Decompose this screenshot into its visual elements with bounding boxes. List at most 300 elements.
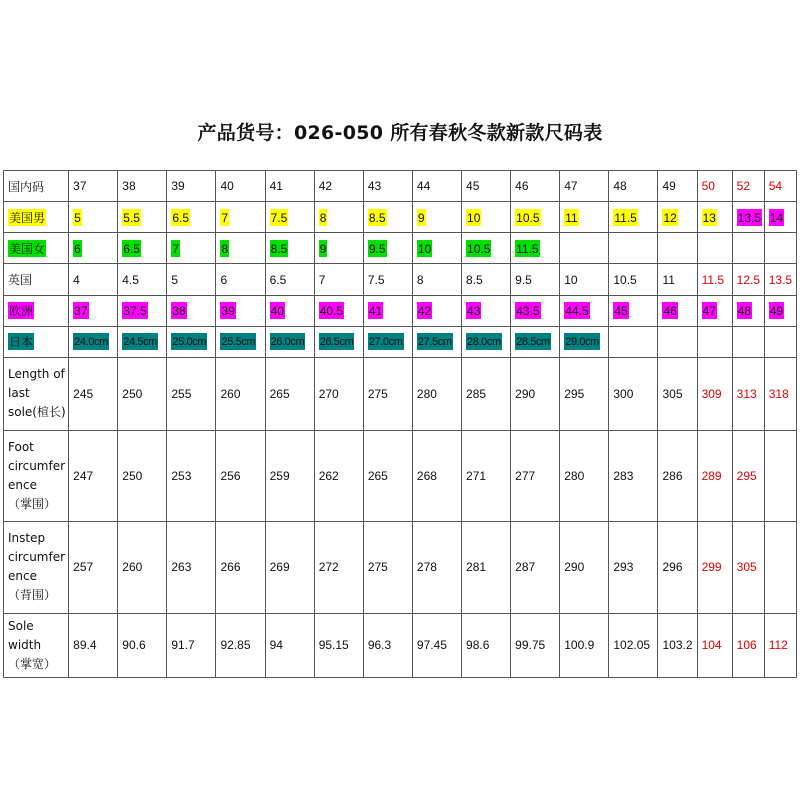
size-value: 96.3 (367, 638, 392, 653)
size-value: 8 (416, 272, 424, 287)
size-value: 91.7 (171, 638, 195, 653)
size-cell (697, 326, 732, 357)
size-cell (314, 613, 363, 678)
size-cell (265, 171, 314, 202)
size-value: 8 (319, 210, 327, 225)
size-cell (732, 202, 764, 233)
size-value: 263 (171, 560, 192, 575)
size-value: 42 (417, 304, 432, 319)
size-value: 245 (73, 386, 94, 401)
row-label-line: Sole (8, 618, 34, 633)
size-cell (69, 522, 118, 613)
size-cell (560, 295, 609, 326)
size-value: 10 (564, 272, 578, 287)
size-cell (167, 233, 216, 264)
size-cell (511, 171, 560, 202)
size-cell (511, 295, 560, 326)
size-value: 46 (663, 304, 677, 319)
size-cell (511, 233, 560, 264)
size-cell (412, 357, 461, 430)
size-value: 7 (318, 272, 326, 287)
size-cell (560, 264, 609, 295)
size-value: 250 (122, 468, 143, 483)
size-value: 26.0cm (270, 333, 306, 350)
size-cell (609, 357, 658, 430)
size-value: 278 (416, 560, 437, 575)
row-label (4, 202, 69, 233)
size-value: 6 (74, 241, 81, 256)
size-cell (363, 202, 412, 233)
size-row-foot-circumference (4, 430, 797, 521)
size-cell (697, 264, 732, 295)
size-cell (764, 522, 796, 613)
size-cell (609, 613, 658, 678)
size-cell (216, 430, 265, 521)
size-cell (511, 264, 560, 295)
size-value: 285 (466, 386, 487, 401)
size-value: 11 (662, 272, 675, 287)
size-cell (462, 522, 511, 613)
size-value: 6.5 (123, 241, 140, 256)
size-cell (167, 613, 216, 678)
size-cell (363, 357, 412, 430)
size-value: 44.5 (565, 304, 589, 319)
size-cell (609, 430, 658, 521)
row-label-line: last (8, 386, 30, 401)
size-cell (609, 326, 658, 357)
row-label-text: 英国 (8, 273, 33, 288)
size-cell (118, 613, 167, 678)
size-cell (265, 522, 314, 613)
size-cell (167, 264, 216, 295)
size-value: 38 (172, 304, 186, 319)
size-cell (658, 171, 697, 202)
size-value: 10 (467, 210, 481, 225)
size-cell (167, 522, 216, 613)
size-value: 52 (736, 179, 750, 194)
size-cell (216, 522, 265, 613)
size-cell (265, 430, 314, 521)
size-cell (511, 202, 560, 233)
size-value: 41 (368, 304, 383, 319)
size-row-sole-width (4, 613, 797, 678)
size-cell (265, 295, 314, 326)
size-cell (412, 233, 461, 264)
size-cell (462, 430, 511, 521)
size-cell (732, 613, 764, 678)
row-label-text: 美国男 (9, 210, 46, 225)
size-cell (560, 326, 609, 357)
size-value: 95.15 (318, 638, 349, 653)
row-label (4, 171, 69, 202)
size-row-cn (4, 171, 797, 202)
row-label-text: 美国女 (9, 241, 46, 256)
row-label (4, 613, 69, 678)
size-value: 100.9 (564, 638, 595, 653)
size-value: 10.5 (516, 210, 540, 225)
row-label-text: 欧洲 (9, 304, 34, 319)
row-label (4, 357, 69, 430)
size-cell (609, 202, 658, 233)
size-value: 257 (73, 560, 94, 575)
size-cell (732, 233, 764, 264)
size-value: 286 (662, 468, 683, 483)
size-cell (118, 233, 167, 264)
row-label-line: （掌宽） (8, 656, 57, 671)
size-value: 13.5 (737, 210, 761, 225)
row-label-text: 国内码 (8, 179, 45, 194)
size-value: 13.5 (768, 272, 793, 287)
size-value: 103.2 (662, 638, 693, 653)
size-cell (609, 295, 658, 326)
size-cell (764, 295, 796, 326)
size-cell (609, 522, 658, 613)
size-cell (462, 326, 511, 357)
size-row-us-men (4, 202, 797, 233)
size-value: 39 (171, 179, 185, 194)
size-cell (118, 202, 167, 233)
size-cell (363, 326, 412, 357)
size-cell (511, 326, 560, 357)
size-value: 4.5 (122, 272, 139, 287)
size-value: 54 (768, 179, 783, 194)
size-cell (314, 357, 363, 430)
size-cell (363, 522, 412, 613)
size-cell (732, 357, 764, 430)
size-cell (412, 202, 461, 233)
size-cell (462, 202, 511, 233)
size-cell (363, 233, 412, 264)
row-label-line: Foot (8, 439, 34, 454)
size-value: 24.5cm (122, 333, 158, 350)
row-label-line: （掌围） (8, 496, 57, 511)
size-cell (69, 264, 118, 295)
size-value: 99.75 (515, 638, 546, 653)
size-cell (764, 326, 796, 357)
row-label-text: 日本 (9, 335, 34, 350)
size-value: 9 (319, 241, 327, 256)
size-value: 47 (564, 179, 578, 194)
size-cell (658, 233, 697, 264)
size-cell (167, 357, 216, 430)
size-cell (216, 171, 265, 202)
size-value: 275 (367, 386, 388, 401)
size-row-jp (4, 326, 797, 357)
size-value: 283 (613, 468, 634, 483)
size-cell (764, 613, 796, 678)
size-cell (265, 202, 314, 233)
size-cell (511, 357, 560, 430)
size-value: 49 (769, 304, 784, 319)
size-value: 38 (122, 179, 136, 194)
size-value: 42 (318, 179, 333, 194)
size-value: 37 (73, 179, 87, 194)
row-label-line: （背围） (8, 588, 57, 603)
size-row-us-women (4, 233, 797, 264)
size-cell (265, 326, 314, 357)
size-cell (265, 613, 314, 678)
size-cell (412, 295, 461, 326)
size-cell (69, 202, 118, 233)
size-cell (314, 430, 363, 521)
size-cell (658, 522, 697, 613)
size-cell (658, 295, 697, 326)
row-label-line: width (8, 637, 42, 652)
size-cell (658, 430, 697, 521)
size-cell (412, 430, 461, 521)
size-value: 268 (416, 468, 437, 483)
size-value: 250 (122, 386, 143, 401)
size-value: 318 (768, 386, 789, 401)
size-value: 9.5 (368, 241, 386, 256)
size-value: 272 (318, 560, 339, 575)
size-row-instep-circumference (4, 522, 797, 613)
size-cell (560, 613, 609, 678)
size-cell (314, 233, 363, 264)
size-value: 9 (417, 210, 425, 225)
size-value: 40 (270, 304, 284, 319)
size-cell (167, 171, 216, 202)
size-cell (732, 522, 764, 613)
size-value: 10.5 (613, 272, 637, 287)
size-cell (462, 295, 511, 326)
size-cell (167, 430, 216, 521)
size-value: 94 (269, 638, 283, 653)
size-cell (511, 430, 560, 521)
size-cell (658, 613, 697, 678)
size-value: 262 (318, 468, 339, 483)
size-cell (560, 233, 609, 264)
size-cell (462, 233, 511, 264)
size-value: 280 (564, 468, 585, 483)
size-row-eu (4, 295, 797, 326)
size-cell (118, 522, 167, 613)
size-cell (462, 171, 511, 202)
size-value: 106 (736, 638, 757, 653)
size-value: 102.05 (613, 638, 651, 653)
size-value: 27.0cm (368, 333, 404, 350)
size-cell (462, 613, 511, 678)
size-cell (412, 613, 461, 678)
size-value: 40 (220, 179, 234, 194)
size-cell (697, 522, 732, 613)
size-cell (118, 264, 167, 295)
size-cell (69, 430, 118, 521)
size-cell (658, 326, 697, 357)
size-cell (69, 357, 118, 430)
size-value: 6 (220, 272, 228, 287)
size-value: 90.6 (122, 638, 146, 653)
size-cell (732, 326, 764, 357)
size-cell (462, 357, 511, 430)
size-cell (560, 202, 609, 233)
size-cell (216, 326, 265, 357)
size-cell (363, 430, 412, 521)
size-value: 14 (769, 210, 784, 225)
size-value: 98.6 (466, 638, 490, 653)
size-value: 89.4 (73, 638, 97, 653)
size-cell (609, 171, 658, 202)
size-cell (697, 357, 732, 430)
size-value: 295 (736, 468, 757, 483)
size-cell (697, 202, 732, 233)
size-cell (265, 233, 314, 264)
size-chart-body (4, 171, 797, 678)
size-value: 112 (768, 638, 788, 653)
size-value: 8.5 (466, 272, 483, 287)
size-value: 45 (466, 179, 480, 194)
size-value: 13 (702, 210, 716, 225)
size-value: 39 (221, 304, 235, 319)
size-cell (732, 430, 764, 521)
size-value: 46 (515, 179, 529, 194)
size-value: 49 (662, 179, 676, 194)
size-value: 8.5 (368, 210, 386, 225)
size-cell (314, 264, 363, 295)
size-value: 7.5 (367, 272, 385, 287)
size-value: 289 (701, 468, 722, 483)
size-cell (732, 264, 764, 295)
size-value: 5.5 (123, 210, 140, 225)
size-cell (764, 202, 796, 233)
size-cell (363, 613, 412, 678)
size-value: 43.5 (516, 304, 540, 319)
size-value: 29.0cm (564, 333, 600, 350)
size-cell (216, 357, 265, 430)
size-cell (363, 264, 412, 295)
size-cell (511, 613, 560, 678)
size-value: 305 (736, 560, 757, 575)
size-value: 260 (220, 386, 241, 401)
size-value: 275 (367, 560, 388, 575)
size-value: 277 (515, 468, 536, 483)
size-value: 5 (171, 272, 179, 287)
size-value: 11.5 (516, 241, 539, 256)
size-value: 12 (663, 210, 677, 225)
size-value: 92.85 (220, 638, 251, 653)
size-chart-table (3, 170, 797, 678)
size-cell (412, 522, 461, 613)
row-label-line: Length of (8, 367, 65, 382)
row-label (4, 295, 69, 326)
size-value: 295 (564, 386, 585, 401)
size-value: 255 (171, 386, 192, 401)
size-cell (732, 295, 764, 326)
size-value: 280 (416, 386, 437, 401)
size-value: 37 (74, 304, 88, 319)
size-value: 265 (269, 386, 290, 401)
size-value: 313 (736, 386, 757, 401)
size-value: 9.5 (515, 272, 532, 287)
size-value: 299 (701, 560, 722, 575)
size-cell (609, 264, 658, 295)
size-cell (732, 171, 764, 202)
size-cell (118, 295, 167, 326)
size-value: 11.5 (701, 272, 725, 287)
size-cell (314, 202, 363, 233)
size-cell (412, 264, 461, 295)
size-value: 43 (467, 304, 481, 319)
size-value: 48 (737, 304, 751, 319)
size-cell (314, 171, 363, 202)
size-value: 10.5 (467, 241, 491, 256)
size-cell (69, 233, 118, 264)
row-label-line: Instep (8, 531, 46, 546)
size-cell (69, 613, 118, 678)
size-cell (167, 295, 216, 326)
size-cell (69, 295, 118, 326)
size-value: 45 (614, 304, 628, 319)
size-value: 28.5cm (515, 333, 551, 350)
size-cell (216, 613, 265, 678)
size-value: 44 (416, 179, 431, 194)
size-value: 4 (73, 272, 80, 287)
size-value: 6.5 (172, 210, 190, 225)
size-value: 253 (171, 468, 192, 483)
size-value: 27.5cm (417, 333, 453, 350)
size-cell (216, 202, 265, 233)
size-cell (764, 233, 796, 264)
size-cell (265, 357, 314, 430)
size-value: 281 (466, 560, 487, 575)
size-cell (697, 171, 732, 202)
size-value: 305 (662, 386, 683, 401)
row-label-line: ence (8, 477, 37, 492)
size-cell (560, 430, 609, 521)
size-value: 271 (466, 468, 487, 483)
row-label-line: circumfer (8, 458, 66, 473)
row-label-line: circumfer (8, 550, 66, 565)
size-cell (216, 233, 265, 264)
size-value: 97.45 (416, 638, 447, 653)
size-value: 10 (417, 241, 432, 256)
size-value: 260 (122, 560, 143, 575)
size-value: 11 (565, 210, 578, 225)
size-cell (216, 264, 265, 295)
size-value: 40.5 (319, 304, 344, 319)
row-label-line: ence (8, 569, 37, 584)
size-cell (560, 357, 609, 430)
size-cell (412, 171, 461, 202)
size-value: 50 (701, 179, 715, 194)
size-row-last-length (4, 357, 797, 430)
row-label-line: sole(楦长) (8, 405, 66, 420)
row-label (4, 326, 69, 357)
size-cell (118, 171, 167, 202)
size-cell (560, 522, 609, 613)
size-cell (69, 326, 118, 357)
size-cell (216, 295, 265, 326)
size-cell (412, 326, 461, 357)
size-cell (764, 430, 796, 521)
size-cell (462, 264, 511, 295)
size-value: 296 (662, 560, 683, 575)
size-value: 104 (701, 638, 722, 653)
size-value: 41 (269, 179, 283, 194)
size-value: 25.0cm (171, 333, 207, 350)
size-cell (658, 202, 697, 233)
size-value: 25.5cm (220, 333, 256, 350)
size-cell (314, 295, 363, 326)
size-value: 269 (269, 560, 290, 575)
size-cell (609, 233, 658, 264)
row-label (4, 233, 69, 264)
size-value: 265 (367, 468, 388, 483)
size-value: 7 (221, 210, 229, 225)
size-value: 5 (74, 210, 81, 225)
size-value: 247 (73, 468, 94, 483)
size-cell (697, 613, 732, 678)
